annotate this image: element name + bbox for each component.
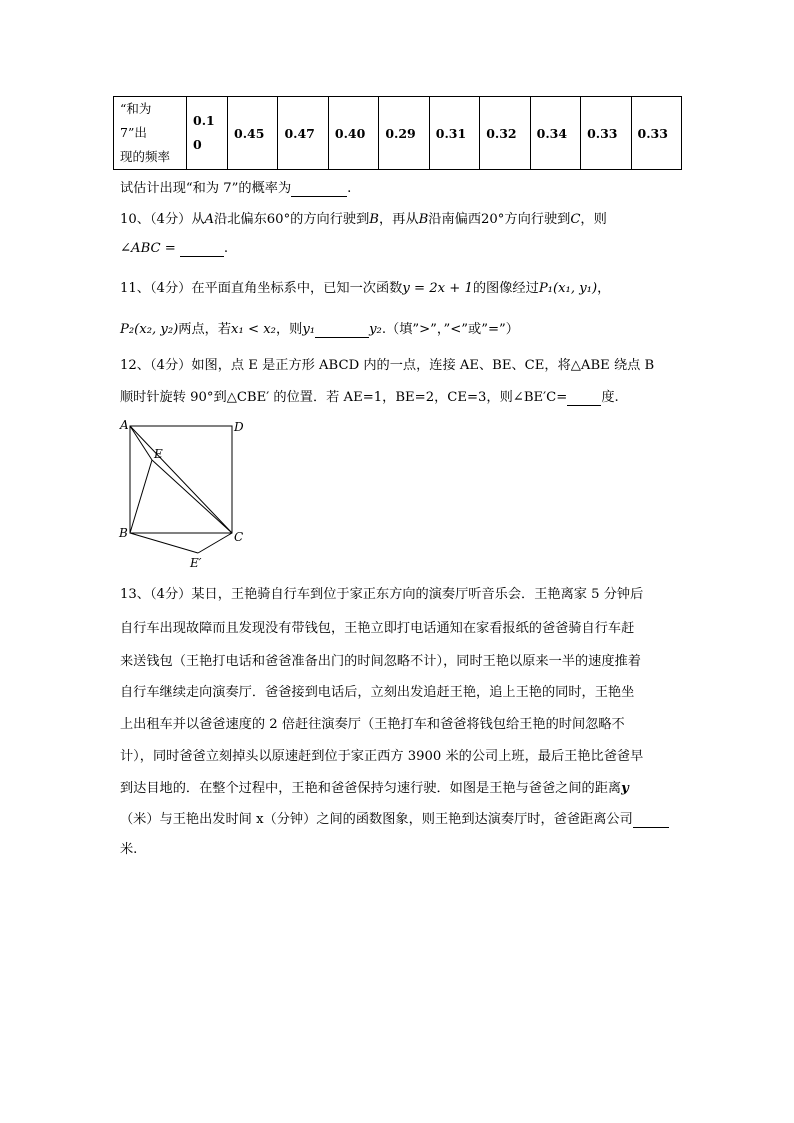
answer-blank bbox=[315, 322, 369, 338]
question-13-line-2: 自行车出现故障而且发现没有带钱包，王艳立即打电话通知在家看报纸的爸爸骑自行车赶 bbox=[120, 621, 635, 636]
segment-be bbox=[130, 460, 152, 533]
table-cell bbox=[187, 97, 228, 170]
table-row bbox=[114, 97, 682, 170]
question-11-line-2: P₂(x₂, y₂)两点，若x₁ < x₂，则y₁ y₂.（填”>”，”<”或”=”） bbox=[120, 322, 519, 337]
question-11-line-1: 11、（4分）在平面直角坐标系中，已知一次函数y = 2x + 1的图像经过P₁(x₁, y₁)， bbox=[120, 281, 611, 296]
question-13-line-8: （米）与王艳出发时间 x（分钟）之间的函数图象，则王艳到达演奏厅时，爸爸距离公司 bbox=[120, 808, 669, 828]
first-value-line-1: 0.1 bbox=[193, 113, 215, 128]
row-header-line-1: “和为 7”出 bbox=[120, 101, 152, 140]
diagonal-ac bbox=[130, 426, 232, 533]
question-13-line-4: 自行车继续走向演奏厅．爸爸接到电话后，立刻出发追赶王艳，追上王艳的同时，王艳坐 bbox=[120, 685, 635, 700]
question-13-line-7: 到达目地的．在整个过程中，王艳和爸爸保持匀速行驶．如图是王艳与爸爸之间的距离y bbox=[120, 781, 629, 796]
table-cell: 0.33 bbox=[581, 97, 631, 170]
label-e: E bbox=[154, 447, 163, 461]
segment-ce bbox=[152, 460, 232, 533]
label-b: B bbox=[119, 526, 128, 540]
segment-ae bbox=[130, 426, 152, 460]
question-13-line-6: 计），同时爸爸立刻掉头以原速赶到位于家正西方 3900 米的公司上班，最后王艳比爸爸早 bbox=[120, 749, 644, 764]
question-13-line-1: 13、（4分）某日，王艳骑自行车到位于家正东方向的演奏厅听音乐会．王艳离家 5 分钟后 bbox=[120, 587, 644, 602]
table-cell: 0.45 bbox=[228, 97, 278, 170]
question-10-line-1: 10、（4分）从A沿北偏东60°的方向行驶到B，再从B沿南偏西20°方向行驶到C，则 bbox=[120, 212, 607, 227]
table-row-header bbox=[114, 97, 187, 170]
segment-be-prime bbox=[130, 533, 198, 553]
table-cell: 0.31 bbox=[429, 97, 479, 170]
answer-blank bbox=[633, 812, 669, 828]
table-cell: 0.32 bbox=[480, 97, 530, 170]
label-d: D bbox=[234, 420, 244, 434]
answer-blank bbox=[291, 181, 347, 197]
question-13-line-9: 米. bbox=[120, 842, 138, 857]
row-header-line-2: 现的频率 bbox=[120, 149, 171, 164]
label-e-prime: E′ bbox=[190, 556, 202, 570]
question-9-tail: 试估计出现“和为 7”的概率为 . bbox=[120, 181, 352, 196]
label-c: C bbox=[234, 530, 244, 544]
question-13-line-5: 上出租车并以爸爸速度的 2 倍赶往演奏厅（王艳打车和爸爸将钱包给王艳的时间忽略不 bbox=[120, 717, 625, 732]
answer-blank bbox=[567, 390, 601, 406]
question-12-line-2: 顺时针旋转 90°到△CBE′ 的位置．若 AE=1，BE=2，CE=3，则∠BE′C= 度. bbox=[120, 390, 619, 405]
table-cell: 0.40 bbox=[328, 97, 378, 170]
question-13-line-3: 来送钱包（王艳打电话和爸爸准备出门的时间忽略不计），同时王艳以原来一半的速度推着 bbox=[120, 654, 641, 669]
answer-blank bbox=[180, 241, 224, 257]
first-value-line-2: 0 bbox=[193, 137, 202, 152]
question-12-line-1: 12、（4分）如图，点 E 是正方形 ABCD 内的一点，连接 AE、BE、CE，将△ABE 绕点 B bbox=[120, 358, 655, 373]
question-10-line-2: ∠ABC = . bbox=[120, 241, 229, 256]
table-cell: 0.47 bbox=[278, 97, 328, 170]
frequency-table bbox=[113, 96, 682, 170]
table-cell: 0.33 bbox=[631, 97, 682, 170]
segment-ce-prime bbox=[198, 533, 232, 553]
table-cell: 0.34 bbox=[530, 97, 580, 170]
table-cell: 0.29 bbox=[379, 97, 429, 170]
square-rotation-figure bbox=[116, 416, 256, 572]
label-a: A bbox=[120, 418, 129, 432]
